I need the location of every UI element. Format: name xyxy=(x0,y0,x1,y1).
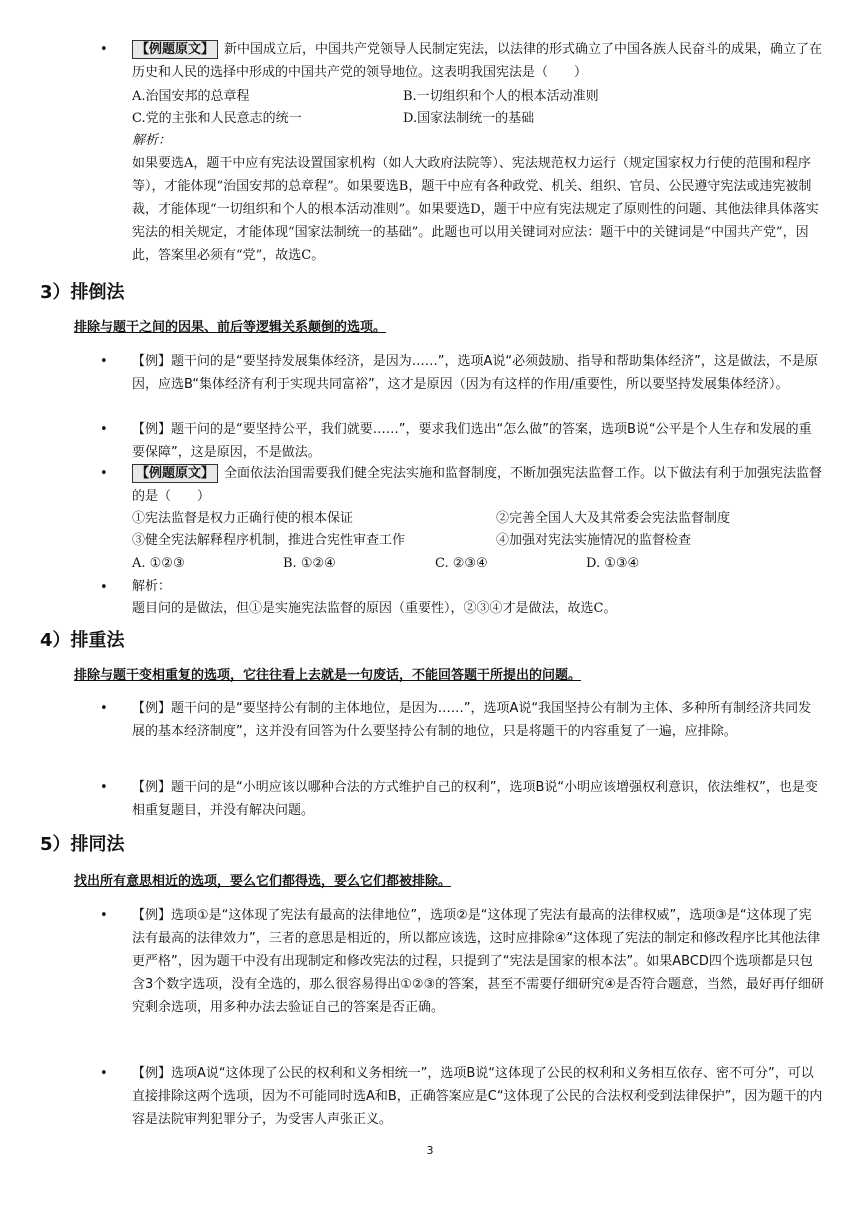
bullet: • xyxy=(100,466,108,481)
bullet: • xyxy=(100,1066,108,1081)
example-3-2: 【例】题干问的是“要坚持公平，我们就要……”，要求我们选出“怎么做”的答案，选项B说“公平是个人生存和发展的重要保障”，这是原因，不是做法。 xyxy=(132,422,812,460)
example-4-1: 【例】题干问的是“要坚持公有制的主体地位，是因为……”，选项A说“我国坚持公有制为主体、多种所有制经济共同发展的基本经济制度”，这并没有回答为什么要坚持公有制的地位，只是将题干的内容重复了一遍，应排除。 xyxy=(132,701,812,739)
statement-2: ②完善全国人大及其常委会宪法监督制度 xyxy=(496,511,731,526)
bullet: • xyxy=(100,354,108,369)
bullet: • xyxy=(100,422,108,437)
bullet: • xyxy=(100,908,108,923)
question-text: 全面依法治国需要我们健全宪法实施和监督制度，不断加强宪法监督工作。以下做法有利于加强宪法监督的是（ ） xyxy=(132,466,823,504)
option-d: D.国家法制统一的基础 xyxy=(403,111,535,126)
example-tag: 【例题原文】 xyxy=(132,464,218,483)
bullet: • xyxy=(100,580,108,595)
example-5-2: 【例】选项A说“这体现了公民的权利和义务相统一”，选项B说“这体现了公民的权利和义务相互依存、密不可分”，可以直接排除这两个选项，因为不可能同时选A和B，正确答案应是C“这体现了公民的合法权利受到法律保护”，因为题干的内容是法院审判犯罪分子，为受害人声张正义。 xyxy=(132,1066,823,1127)
section-heading-4: 4）排重法 xyxy=(40,630,125,651)
bullet: • xyxy=(100,42,108,57)
choice-a: A. ①②③ xyxy=(132,556,185,571)
choice-d: D. ①③④ xyxy=(586,556,640,571)
example-question-2 xyxy=(132,462,824,508)
choice-c: C. ②③④ xyxy=(435,556,488,571)
question-text: 新中国成立后，中国共产党领导人民制定宪法，以法律的形式确立了中国各族人民奋斗的成果，确立了在历史和人民的选择中形成的中国共产党的领导地位。这表明我国宪法是（ ） xyxy=(132,42,823,80)
page-number: 3 xyxy=(426,1144,434,1157)
section-rule-3: 排除与题干之间的因果、前后等逻辑关系颠倒的选项。 xyxy=(74,320,387,335)
bullet: • xyxy=(100,780,108,795)
example-3-1: 【例】题干问的是“要坚持发展集体经济，是因为……”，选项A说“必须鼓励、指导和帮助集体经济”，这是做法，不是原因，应选B“集体经济有利于实现共同富裕”，这才是原因（因为有这样的作用/重要性，所以要坚持发展集体经济）。 xyxy=(132,354,818,392)
option-b: B.一切组织和个人的根本活动准则 xyxy=(403,89,599,104)
statement-1: ①宪法监督是权力正确行使的根本保证 xyxy=(132,511,354,526)
statement-3: ③健全宪法解释程序机制，推进合宪性审查工作 xyxy=(132,533,406,548)
statement-4: ④加强对宪法实施情况的监督检查 xyxy=(496,533,692,548)
analysis-label: 解析： xyxy=(132,133,172,148)
analysis-text: 题目问的是做法，但①是实施宪法监督的原因（重要性），②③④才是做法，故选C。 xyxy=(132,601,617,616)
analysis-text: 如果要选A，题干中应有宪法设置国家机构（如人大政府法院等）、宪法规范权力运行（规定国家权力行使的范围和程序等），才能体现“治国安邦的总章程”。如果要选B，题干中应有各种政党、机关、组织、官员、公民遵守宪法或违宪被制裁，才能体现“一切组织和个人的根本活动准则”。如果要选D，题干中应有宪法规定了原则性的问题、其他法律具体落实宪法的相关规定，才能体现“国家法制统一的基础”。此题也可以用关键词对应法：题干中的关键词是“中国共产党”，因此，答案里必须有“党”，故选C。 xyxy=(132,156,819,263)
section-heading-3: 3）排倒法 xyxy=(40,282,125,303)
analysis-label: 解析： xyxy=(132,579,172,594)
example-tag: 【例题原文】 xyxy=(132,40,218,59)
section-rule-5: 找出所有意思相近的选项，要么它们都得选，要么它们都被排除。 xyxy=(74,874,452,889)
example-5-1: 【例】选项①是“这体现了宪法有最高的法律地位”，选项②是“这体现了宪法有最高的法律权威”，选项③是“这体现了宪法有最高的法律效力”，三者的意思是相近的，所以都应该选，这时应排除④“这体现了宪法的制定和修改程序比其他法律更严格”，因为题干中没有出现制定和修改宪法的过程，只提到了“宪法是国家的根本法”。如果ABCD四个选项都是只包含3个数字选项，没有全选的，那么很容易得出①②③的答案，甚至不需要仔细研究④是否符合题意，当然，最好再仔细研究剩余选项，用多种办法去验证自己的答案是否正确。 xyxy=(132,908,824,1015)
option-c: C.党的主张和人民意志的统一 xyxy=(132,111,302,126)
bullet: • xyxy=(100,701,108,716)
section-rule-4: 排除与题干变相重复的选项，它往往看上去就是一句废话，不能回答题干所提出的问题。 xyxy=(74,668,582,683)
option-a: A.治国安邦的总章程 xyxy=(132,89,250,104)
choice-b: B. ①②④ xyxy=(283,556,336,571)
example-4-2: 【例】题干问的是“小明应该以哪种合法的方式维护自己的权利”，选项B说“小明应该增强权利意识，依法维权”，也是变相重复题目，并没有解决问题。 xyxy=(132,780,818,818)
example-question-1 xyxy=(132,38,824,84)
section-heading-5: 5）排同法 xyxy=(40,834,125,855)
